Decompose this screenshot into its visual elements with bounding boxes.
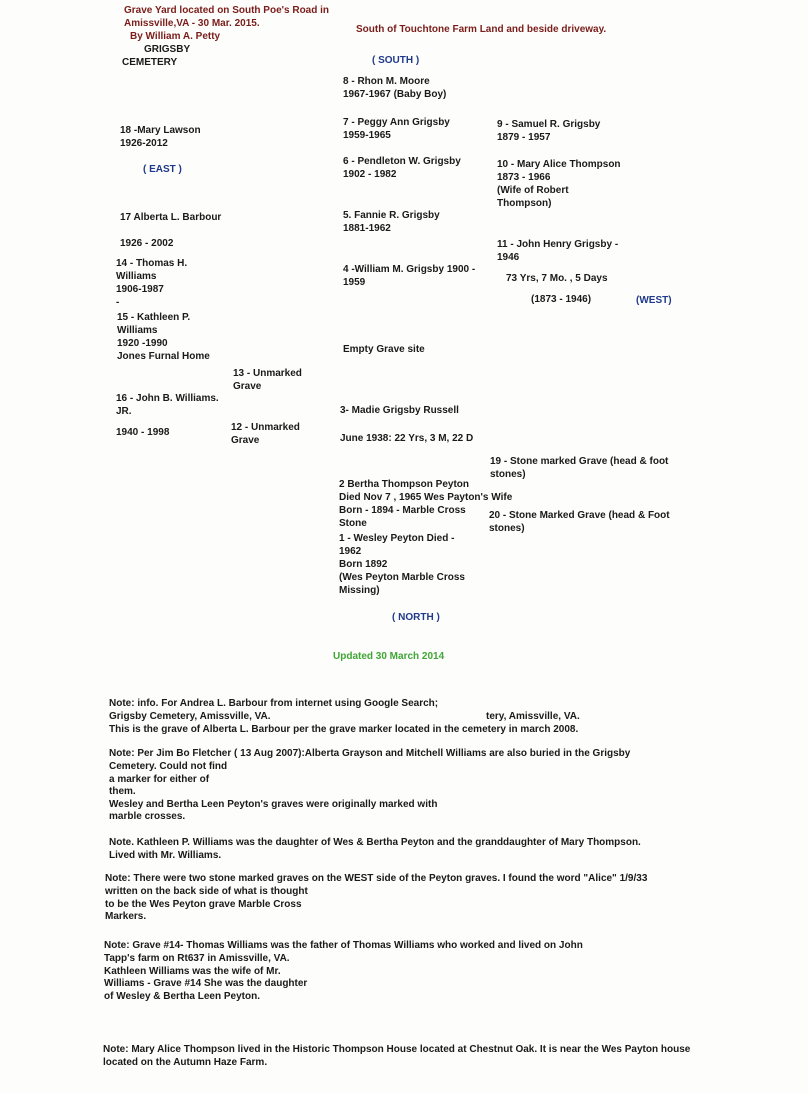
note-5-a: Note: Mary Alice Thompson lived in the Historic Thompson House located at Chestnut Oak. It is near the Wes Payton house — [103, 1044, 691, 1055]
grave-12: 12 - Unmarked Grave — [231, 422, 300, 446]
grave-10: 10 - Mary Alice Thompson 1873 - 1966 (Wife of Robert Thompson) — [497, 159, 621, 209]
grave-15: 15 - Kathleen P. Williams 1920 -1990 Jones Furnal Home — [117, 312, 210, 362]
direction-south: ( SOUTH ) — [372, 55, 420, 66]
empty-grave-site: Empty Grave site — [343, 344, 425, 355]
direction-west: (WEST) — [636, 295, 672, 306]
note-3-b: written on the back side of what is thought to be the Wes Peyton grave Marble Cross Markers. — [105, 886, 308, 922]
grave-20: 20 - Stone Marked Grave (head & Foot stones) — [489, 510, 670, 534]
grave-13: 13 - Unmarked Grave — [233, 368, 302, 392]
direction-east: ( EAST ) — [143, 164, 182, 175]
note-4-b: Tapp's farm on Rt637 in Amissville, VA. Kathleen Williams was the wife of Mr. Williams - Grave #14 She was the daughter of Wesley & Bertha Leen Peyton. — [104, 953, 308, 1002]
location-note: South of Touchtone Farm Land and beside driveway. — [356, 24, 607, 35]
grave-11: 11 - John Henry Grigsby - 1946 — [497, 239, 619, 263]
grave-14: 14 - Thomas H. Williams 1906-1987 - — [116, 258, 188, 308]
grave-1: 1 - Wesley Peyton Died - 1962 Born 1892 (Wes Peyton Marble Cross Missing) — [339, 533, 465, 596]
note-3-a: Note: There were two stone marked graves on the WEST side of the Peyton graves. I found the word "Alice" 1/9/33 — [105, 873, 648, 884]
updated-date: Updated 30 March 2014 — [333, 651, 445, 662]
note-2-a: Note: Per Jim Bo Fletcher ( 13 Aug 2007):Alberta Grayson and Mitchell Williams are also buried in the Grigsby — [109, 748, 631, 759]
grave-5: 5. Fannie R. Grigsby 1881-1962 — [343, 210, 440, 234]
note-2-d: Lived with Mr. Williams. — [109, 850, 222, 861]
grave-6: 6 - Pendleton W. Grigsby 1902 - 1982 — [343, 156, 461, 180]
cemetery-name-line1: GRIGSBY — [144, 44, 191, 55]
grave-2: 2 Bertha Thompson Peyton Died Nov 7 , 1965 Wes Payton's Wife Born - 1894 - Marble Cross Stone — [339, 479, 513, 529]
note-2-b: Cemetery. Could not find a marker for either of them. Wesley and Bertha Leen Peyton's graves were originally marked with marble crosses. — [109, 761, 438, 822]
grave-3-dates: June 1938: 22 Yrs, 3 M, 22 D — [340, 433, 474, 444]
header-title-line1: Grave Yard located on South Poe's Road in — [124, 5, 330, 16]
grave-17-dates: 1926 - 2002 — [120, 238, 174, 249]
header-title-line2: Amissville,VA - 30 Mar. 2015. — [124, 18, 260, 29]
note-1-a: Note: info. For Andrea L. Barbour from internet using Google Search; — [109, 698, 439, 709]
note-1-b: Grigsby Cemetery, Amissville, VA. — [109, 711, 271, 722]
grave-11-dates: (1873 - 1946) — [531, 294, 592, 305]
cemetery-name-line2: CEMETERY — [122, 57, 178, 68]
grave-16-dates: 1940 - 1998 — [116, 427, 170, 438]
header-author: By William A. Petty — [130, 31, 221, 42]
direction-north: ( NORTH ) — [392, 612, 440, 623]
grave-16: 16 - John B. Williams. JR. — [116, 393, 219, 417]
note-1-c: tery, Amissville, VA. — [486, 711, 580, 722]
grave-17: 17 Alberta L. Barbour — [120, 212, 222, 223]
note-1-d: This is the grave of Alberta L. Barbour per the grave marker located in the cemetery in march 2008. — [109, 724, 579, 735]
note-2-c: Note. Kathleen P. Williams was the daughter of Wes & Bertha Peyton and the granddaughter of Mary Thompson. — [109, 837, 641, 848]
grave-11-age: 73 Yrs, 7 Mo. , 5 Days — [506, 273, 608, 284]
grave-7: 7 - Peggy Ann Grigsby 1959-1965 — [343, 117, 450, 141]
grave-18: 18 -Mary Lawson 1926-2012 — [120, 125, 201, 149]
note-4-a: Note: Grave #14- Thomas Williams was the father of Thomas Williams who worked and lived on John — [104, 940, 583, 951]
note-5-b: located on the Autumn Haze Farm. — [103, 1057, 268, 1068]
grave-4: 4 -William M. Grigsby 1900 - 1959 — [343, 264, 476, 288]
grave-3: 3- Madie Grigsby Russell — [340, 405, 459, 416]
grave-19: 19 - Stone marked Grave (head & foot stones) — [490, 456, 669, 480]
grave-9: 9 - Samuel R. Grigsby 1879 - 1957 — [497, 119, 601, 143]
grave-8: 8 - Rhon M. Moore 1967-1967 (Baby Boy) — [343, 76, 447, 100]
